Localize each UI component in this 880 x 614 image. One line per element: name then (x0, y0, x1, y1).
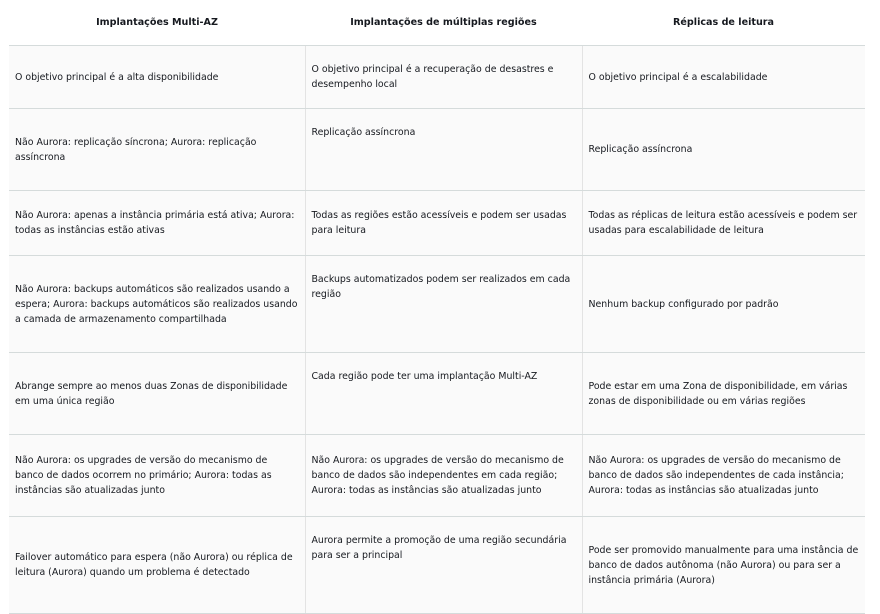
table-cell: Não Aurora: os upgrades de versão do mecanismo de banco de dados são independentes em cada região; Aurora: todas as instâncias são atualizadas junto (305, 435, 582, 517)
table-row (9, 256, 865, 353)
table-header (9, 0, 865, 46)
table-cell: Replicação assíncrona (305, 109, 582, 191)
table-cell: Aurora permite a promoção de uma região secundária para ser a principal (305, 517, 582, 614)
table-cell: Cada região pode ter uma implantação Multi-AZ (305, 353, 582, 435)
table-cell: O objetivo principal é a escalabilidade (582, 46, 865, 109)
column-header-read-replicas: Réplicas de leitura (582, 0, 865, 46)
table-cell: Backups automatizados podem ser realizados em cada região (305, 256, 582, 353)
table-body (9, 46, 865, 614)
table-cell: Nenhum backup configurado por padrão (582, 256, 865, 353)
table-cell: Não Aurora: os upgrades de versão do mecanismo de banco de dados ocorrem no primário; Aurora: todas as instâncias são atualizadas junto (9, 435, 305, 517)
table-cell: Pode ser promovido manualmente para uma instância de banco de dados autônoma (não Aurora) ou para ser a instância primária (Aurora) (582, 517, 865, 614)
table-cell: Não Aurora: replicação síncrona; Aurora: replicação assíncrona (9, 109, 305, 191)
table-row (9, 109, 865, 191)
comparison-table (9, 0, 865, 614)
table-cell: Não Aurora: os upgrades de versão do mecanismo de banco de dados são independentes de cada instância; Aurora: todas as instâncias são atualizadas junto (582, 435, 865, 517)
table-row (9, 191, 865, 256)
column-header-multi-az: Implantações Multi-AZ (9, 0, 305, 46)
table-cell: Todas as réplicas de leitura estão acessíveis e podem ser usadas para escalabilidade de leitura (582, 191, 865, 256)
table-cell: Abrange sempre ao menos duas Zonas de disponibilidade em uma única região (9, 353, 305, 435)
table-row (9, 46, 865, 109)
table-row (9, 353, 865, 435)
header-row (9, 0, 865, 46)
table-cell: Todas as regiões estão acessíveis e podem ser usadas para leitura (305, 191, 582, 256)
table-row (9, 517, 865, 614)
table-row (9, 435, 865, 517)
table-cell: Não Aurora: apenas a instância primária está ativa; Aurora: todas as instâncias estão ativas (9, 191, 305, 256)
table-cell: O objetivo principal é a recuperação de desastres e desempenho local (305, 46, 582, 109)
table-cell: O objetivo principal é a alta disponibilidade (9, 46, 305, 109)
table-cell: Replicação assíncrona (582, 109, 865, 191)
table-cell: Pode estar em uma Zona de disponibilidade, em várias zonas de disponibilidade ou em várias regiões (582, 353, 865, 435)
table-cell: Não Aurora: backups automáticos são realizados usando a espera; Aurora: backups automáticos são realizados usando a camada de armazenamento compartilhada (9, 256, 305, 353)
column-header-multi-region: Implantações de múltiplas regiões (305, 0, 582, 46)
table-cell: Failover automático para espera (não Aurora) ou réplica de leitura (Aurora) quando um problema é detectado (9, 517, 305, 614)
